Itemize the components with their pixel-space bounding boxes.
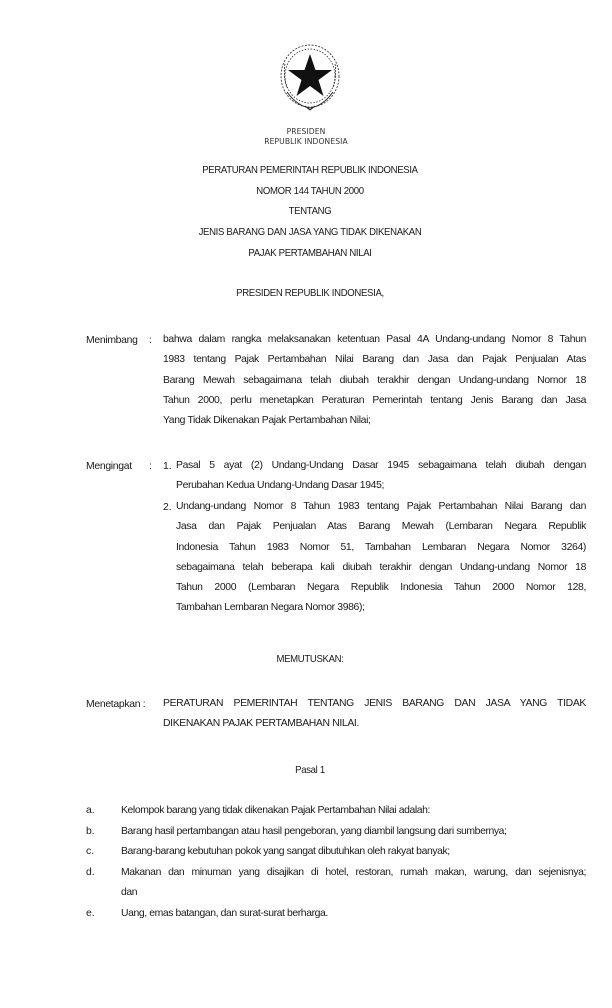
- pasal-1-item-c: Barang-barang kebutuhan pokok yang sangat dibutuhkan oleh rakyat banyak;: [121, 846, 450, 857]
- mengingat-item-1-line-2: Perubahan Kedua Undang-Undang Dasar 1945;: [176, 480, 385, 492]
- pasal-1-heading: Pasal 1: [295, 765, 325, 776]
- mengingat-item-1-number: 1.: [163, 461, 172, 472]
- menetapkan-text: [163, 694, 586, 735]
- title-line-3: TENTANG: [288, 206, 332, 217]
- title-line-5: PAJAK PERTAMBAHAN NILAI: [248, 248, 372, 259]
- memutuskan-heading: MEMUTUSKAN:: [276, 654, 344, 665]
- title-line-2: NOMOR 144 TAHUN 2000: [256, 186, 364, 197]
- pasal-1-item-d: Makanan dan minuman yang disajikan di hotel, restoran, rumah makan, warung, dan sejenisnya;: [121, 867, 586, 878]
- emblem-caption-presiden: PRESIDEN: [286, 127, 326, 136]
- pasal-1-item-e-letter: e.: [86, 908, 95, 919]
- pasal-1-item-b: Barang hasil pertambangan atau hasil pengeboran, yang diambil langsung dari sumbernya;: [121, 826, 507, 837]
- menetapkan-line-2: DIKENAKAN PAJAK PERTAMBAHAN NILAI.: [163, 718, 359, 730]
- title-line-4: JENIS BARANG DAN JASA YANG TIDAK DIKENAKAN: [198, 227, 422, 238]
- mengingat-colon: :: [149, 461, 152, 472]
- mengingat-item-1-line-1: Pasal 5 ayat (2) Undang-Undang Dasar 1945 sebagaimana telah diubah dengan: [176, 460, 586, 471]
- title-line-1: PERATURAN PEMERINTAH REPUBLIK INDONESIA: [202, 165, 418, 176]
- mengingat-item-2-number: 2.: [163, 502, 172, 513]
- menimbang-line-4: Tahun 2000, perlu menetapkan Peraturan Pemerintah tentang Jenis Barang dan Jasa: [163, 394, 586, 406]
- pasal-1-item-d-letter: d.: [86, 867, 95, 878]
- pasal-1-item-d-continuation: dan: [121, 887, 138, 898]
- menimbang-line-2: 1983 tentang Pajak Pertambahan Nilai Barang dan Jasa dan Pajak Penjualan Atas: [163, 354, 586, 366]
- mengingat-item-1: [176, 456, 586, 497]
- mengingat-item-2: [176, 497, 586, 619]
- mengingat-item-2-line-1: Undang-undang Nomor 8 Tahun 1983 tentang Pajak Pertambahan Nilai Barang dan: [176, 501, 586, 512]
- pasal-1-item-e: Uang, emas batangan, dan surat-surat berharga.: [121, 908, 328, 919]
- mengingat-item-2-line-5: Tahun 2000 (Lembaran Negara Republik Indonesia Tahun 2000 Nomor 128,: [176, 582, 586, 594]
- menimbang-label: Menimbang: [86, 335, 138, 346]
- pasal-1-item-a: Kelompok barang yang tidak dikenakan Pajak Pertambahan Nilai adalah:: [121, 805, 430, 816]
- menetapkan-label: Menetapkan :: [86, 699, 146, 710]
- mengingat-item-2-line-6: Tambahan Lembaran Negara Nomor 3986);: [176, 602, 365, 614]
- menetapkan-line-1: PERATURAN PEMERINTAH TENTANG JENIS BARANG DAN JASA YANG TIDAK: [163, 698, 586, 709]
- menimbang-colon: :: [149, 335, 152, 346]
- pasal-1-item-c-letter: c.: [86, 846, 95, 857]
- mengingat-label: Mengingat: [86, 461, 132, 472]
- pasal-1-item-b-letter: b.: [86, 826, 95, 837]
- preamble: PRESIDEN REPUBLIK INDONESIA,: [236, 288, 384, 299]
- garuda-emblem-icon: [277, 40, 343, 116]
- menimbang-line-5: Yang Tidak Dikenakan Pajak Pertambahan Nilai;: [163, 415, 371, 427]
- emblem-caption-republik: REPUBLIK INDONESIA: [264, 137, 348, 146]
- mengingat-item-2-line-4: sebagaimana telah beberapa kali diubah terakhir dengan Undang-undang Nomor 18: [176, 561, 586, 573]
- pasal-1-item-a-letter: a.: [86, 805, 95, 816]
- menimbang-line-3: Barang Mewah sebagaimana telah diubah terakhir dengan Undang-undang Nomor 18: [163, 374, 586, 386]
- mengingat-item-2-line-2: Jasa dan Pajak Penjualan Atas Barang Mewah (Lembaran Negara Republik: [176, 521, 586, 533]
- menimbang-text: [163, 330, 586, 431]
- menimbang-line-1: bahwa dalam rangka melaksanakan ketentuan Pasal 4A Undang-undang Nomor 8 Tahun: [163, 334, 586, 345]
- mengingat-item-2-line-3: Indonesia Tahun 1983 Nomor 51, Tambahan Lembaran Negara Nomor 3264): [176, 541, 586, 553]
